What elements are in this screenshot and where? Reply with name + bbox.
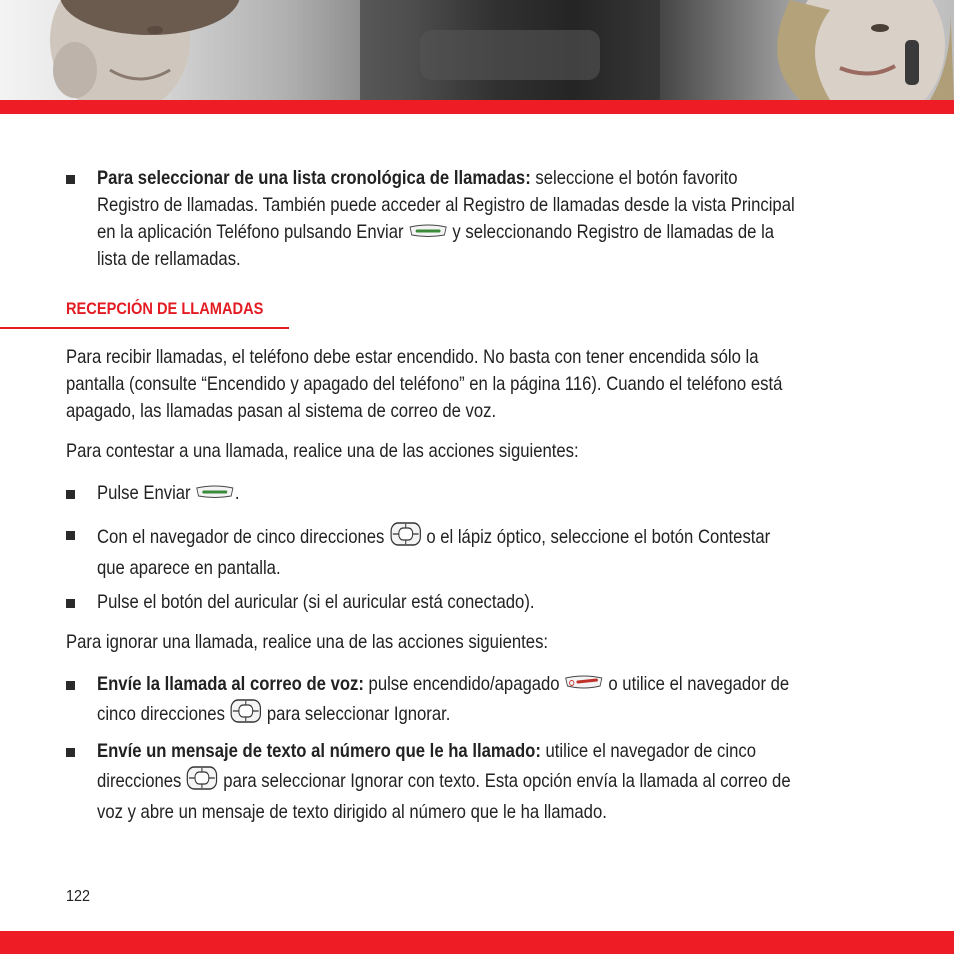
text-span: para seleccionar Ignorar. <box>262 703 451 726</box>
bullet-send-to-voicemail <box>97 671 789 732</box>
header-photo-banner <box>0 0 954 100</box>
text-span: utilice el navegador de cinco <box>540 740 756 762</box>
text-span: cinco direcciones <box>97 703 230 726</box>
section-heading: RECEPCIÓN DE LLAMADAS <box>66 299 264 318</box>
text-span: pulse encendido/apagado <box>363 673 565 695</box>
text-span: Pulse Enviar <box>97 482 196 504</box>
five-way-navigator-icon <box>230 698 263 732</box>
bullet-marker <box>66 531 75 540</box>
text-span: en la aplicación Teléfono pulsando Enviar <box>97 221 409 243</box>
answer-lead <box>66 438 579 465</box>
five-way-navigator-icon <box>186 765 219 799</box>
text-span: . <box>234 482 240 504</box>
bullet-marker <box>66 748 75 757</box>
bullet-marker <box>66 490 75 499</box>
text-span: seleccione el botón favorito <box>530 167 738 189</box>
bottom-red-bar <box>0 931 954 954</box>
bullet-marker <box>66 175 75 184</box>
text-span: pantalla (consulte “Encendido y apagado del teléfono” en la página 116). Cuando el teléfono está <box>66 373 783 395</box>
text-span: Para ignorar una llamada, realice una de las acciones siguientes: <box>66 631 549 653</box>
text-span: que aparece en pantalla. <box>97 557 281 579</box>
ignore-lead <box>66 629 548 656</box>
bullet-press-send <box>97 480 239 507</box>
text-span: apagado, las llamadas pasan al sistema de correo de voz. <box>66 400 497 422</box>
text-span: o el lápiz óptico, seleccione el botón Contestar <box>421 526 771 549</box>
photo-banner-people-on-phone <box>0 0 954 100</box>
text-span: lista de rellamadas. <box>97 248 241 271</box>
text-span: y seleccionando Registro de llamadas de la <box>447 221 775 243</box>
bullet-bold-lead: Para seleccionar de una lista cronológica de llamadas: <box>97 167 531 189</box>
page-number: 122 <box>66 888 91 905</box>
bullet-marker <box>66 681 75 690</box>
text-span: Para contestar a una llamada, realice una de las acciones siguientes: <box>66 440 579 462</box>
intro-paragraph <box>66 344 782 425</box>
top-red-bar <box>0 100 954 114</box>
five-way-navigator-icon <box>389 521 422 555</box>
text-span: direcciones <box>97 770 186 793</box>
send-key-icon <box>195 480 235 507</box>
bullet-navigator-answer <box>97 521 770 582</box>
bullet-bold-lead: Envíe un mensaje de texto al número que le ha llamado: <box>97 740 541 762</box>
text-span: Con el navegador de cinco direcciones <box>97 526 390 549</box>
bullet-send-text-message <box>97 738 791 826</box>
text-span: voz y abre un mensaje de texto dirigido al número que le ha llamado. <box>97 801 607 823</box>
text-span: Pulse el botón del auricular (si el auricular está conectado). <box>97 591 535 613</box>
text-span: Para recibir llamadas, el teléfono debe estar encendido. No basta con tener encendida sólo la <box>66 346 759 368</box>
heading-underline <box>0 327 289 329</box>
bullet-headset-button <box>97 589 535 616</box>
text-span: Registro de llamadas. También puede acceder al Registro de llamadas desde la vista Principal <box>97 194 795 216</box>
power-key-icon <box>564 671 604 698</box>
bullet-call-history <box>97 165 795 273</box>
bullet-bold-lead: Envíe la llamada al correo de voz: <box>97 673 364 695</box>
bullet-marker <box>66 599 75 608</box>
send-key-icon <box>408 219 448 246</box>
text-span: o utilice el navegador de <box>603 673 790 695</box>
text-span: para seleccionar Ignorar con texto. Esta opción envía la llamada al correo de <box>218 770 791 793</box>
